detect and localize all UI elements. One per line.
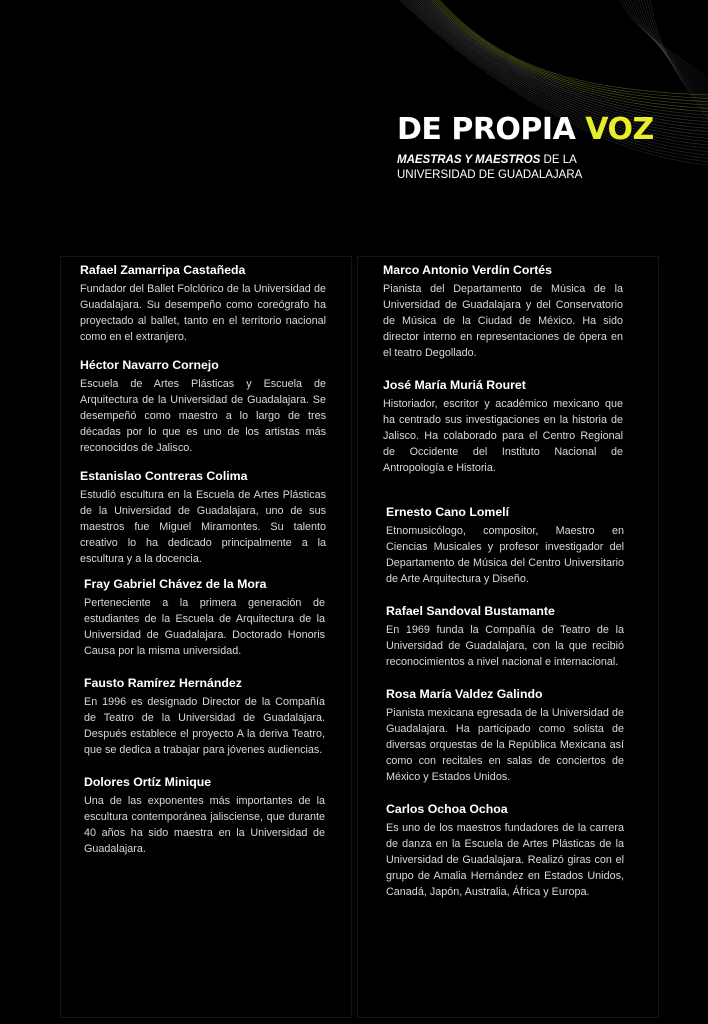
wave-line [631,0,708,95]
left-column-bottom [84,576,325,857]
bio-entry [386,504,624,587]
bio-name: Ernesto Cano Lomelí [386,505,509,519]
bio-description: Pianista mexicana egresada de la Universidad de Guadalajara. Ha participado como solista de diversas orquestas de la República Mexicana así como con recitales en salas de conciertos de México y Estados Unidos. [386,707,624,783]
bio-description: Pianista del Departamento de Música de la Universidad de Guadalajara y del Conservatorio de Música de la Ciudad de México. Ha sido director interno en representaciones de ópera en el teatro Degollado. [383,283,623,359]
bio-name: Estanislao Contreras Colima [80,469,248,483]
bio-entry [80,468,326,567]
wave-line [420,0,708,122]
bio-name: Fray Gabriel Chávez de la Mora [84,577,267,591]
bio-name: Fausto Ramírez Hernández [84,676,242,690]
bio-description: Estudió escultura en la Escuela de Artes Plásticas de la Universidad de Guadalajara, uno de sus maestros fue Miguel Miramontes. Su talento creativo lo ha dedicado principalmente a la escultura y a la docencia. [80,489,326,565]
bio-description: Fundador del Ballet Folclórico de la Universidad de Guadalajara. Su desempeño como coreógrafo ha proyectado al ballet, tanto en el territorio nacional como en el extranjero. [80,283,326,343]
bio-description: Escuela de Artes Plásticas y Escuela de Arquitectura de la Universidad de Guadalajara. Se desempeñó como maestro a lo largo de tres décadas por lo que es uno de los artistas más reconocidos de Jalisco. [80,378,326,454]
wave-line [422,0,708,118]
page-header [397,113,697,183]
bio-entry [80,262,326,345]
subtitle-rest: DE LA UNIVERSIDAD DE GUADALAJARA [397,154,583,181]
bio-name: Rafael Zamarripa Castañeda [80,263,246,277]
bio-description: Perteneciente a la primera generación de estudiantes de la Escuela de Arquitectura de la Universidad de Guadalajara. Doctorado Honoris Causa por la misma universidad. [84,597,325,657]
bio-name: Rosa María Valdez Galindo [386,687,543,701]
wave-line [416,0,708,128]
wave-line [418,0,708,125]
wave-line [623,0,708,84]
wave-line [433,0,708,98]
wave-line [431,0,708,102]
bio-entry [84,576,325,659]
bio-name: José María Muriá Rouret [383,378,526,392]
bio-description: Una de las exponentes más importantes de la escultura contemporánea jalisciense, que durante 40 años ha sido maestra en la Universidad de Guadalajara. [84,795,325,855]
title-main: DE PROPIA [397,112,586,147]
bio-name: Carlos Ochoa Ochoa [386,802,508,816]
wave-line [647,0,708,116]
wave-line [639,0,708,105]
title-accent: VOZ [585,112,654,147]
bio-entry [386,603,624,670]
page-subtitle [397,153,657,183]
wave-line [429,0,708,105]
wave-line [625,0,708,87]
wave-line [425,0,708,112]
left-column-top [80,262,326,567]
bio-description: En 1996 es designado Director de la Compañía de Teatro de la Universidad de Guadalajara. Después establece el proyecto A la deriva Teatro, que se dedica a trabajar para jóvenes audiencias. [84,696,325,756]
wave-line [628,0,708,91]
wave-line [642,0,708,109]
bio-description: Etnomusicólogo, compositor, Maestro en Ciencias Musicales y profesor investigador del Departamento de Música del Centro Universitario de Arte Arquitectura y Diseño. [386,525,624,585]
right-column-bottom [386,504,624,900]
right-column-top [383,262,623,476]
wave-line [620,0,708,80]
bio-name: Dolores Ortíz Minique [84,775,212,789]
wave-line [424,0,708,115]
bio-entry [386,801,624,900]
bio-description: Historiador, escritor y académico mexicano que ha centrado sus investigaciones en la historia de Jalisco. Ha colaborado para el Centro Regional de Occidente del Instituto Nacional de Antropología e Historia. [383,398,623,474]
bio-entry [386,686,624,785]
wave-line [645,0,708,113]
wave-line [427,0,708,108]
subtitle-emphasis: MAESTRAS Y MAESTROS [397,154,541,166]
wave-line [634,0,708,98]
bio-description: En 1969 funda la Compañía de Teatro de la Universidad de Guadalajara, con la que recibió reconocimientos a nivel nacional e internacional. [386,624,624,668]
bio-name: Marco Antonio Verdín Cortés [383,263,552,277]
bio-entry [383,377,623,476]
bio-entry [80,357,326,456]
bio-entry [383,262,623,361]
bio-entry [84,774,325,857]
bio-description: Es uno de los maestros fundadores de la carrera de danza en la Escuela de Artes Plásticas de la Universidad de Guadalajara. Realizó giras con el grupo de Amalia Hernández en Estados Unidos, Canadá, Japón, Australia, África y Europa. [386,822,624,898]
wave-line [636,0,708,102]
page-title [397,113,697,147]
bio-entry [84,675,325,758]
wave-line [650,0,708,120]
bio-name: Rafael Sandoval Bustamante [386,604,555,618]
wave-line [435,0,708,95]
bio-name: Héctor Navarro Cornejo [80,358,219,372]
